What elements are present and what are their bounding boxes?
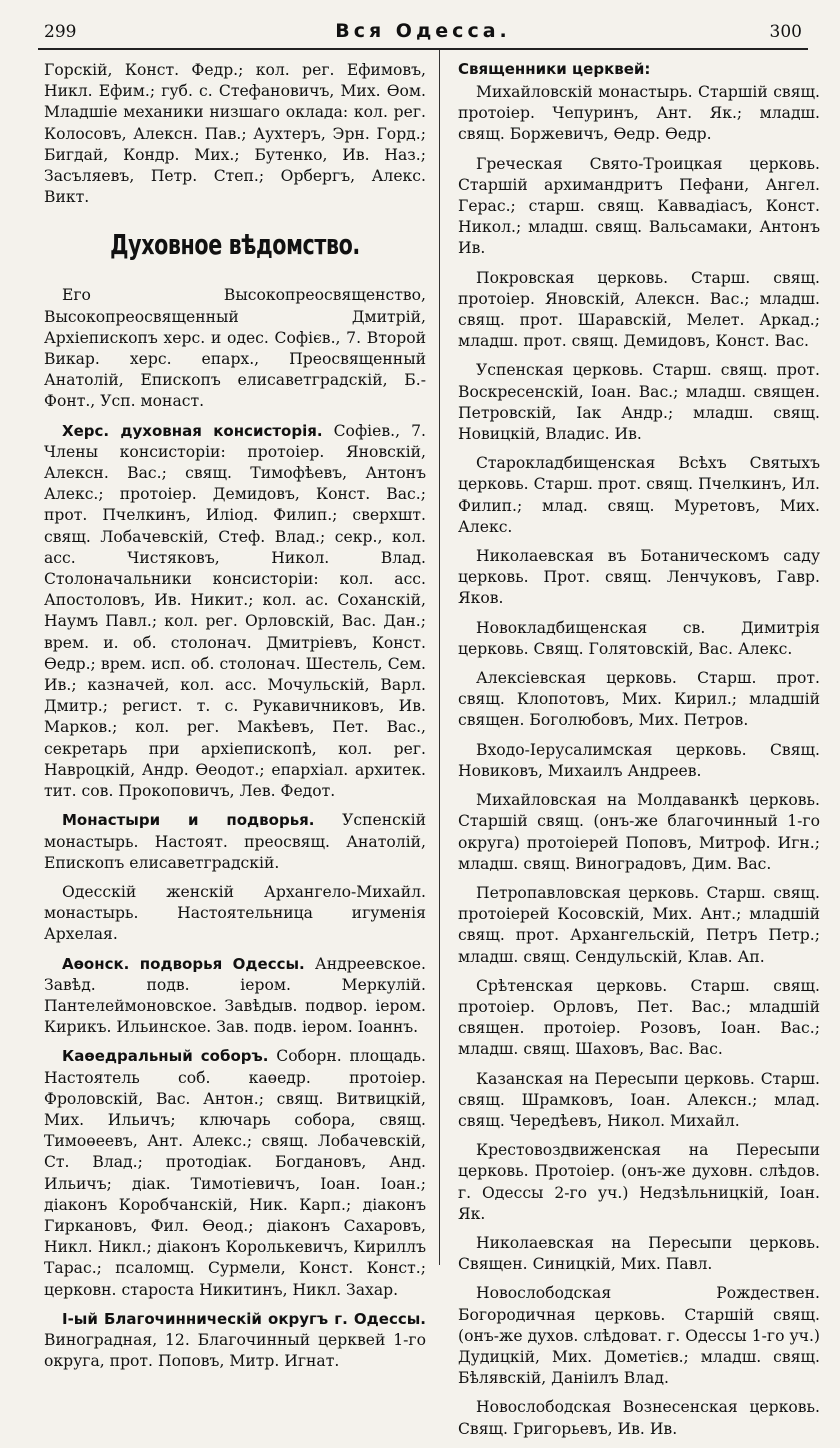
consistory-paragraph bbox=[44, 421, 426, 803]
church-entry: Покровская церковь. Старш. свящ. протоіер. Яновскій, Алексн. Вас.; младш. свящ. прот. Шаравскій, Мелет. Аркад.; младш. прот. свящ. Демидовъ, Конст. Вас. bbox=[458, 268, 820, 351]
athos-paragraph bbox=[44, 954, 426, 1039]
church-entry: Староклaдбищенская Всѣхъ Святыхъ церковь. Старш. прот. свящ. Пчелкинъ, Ил. Филип.; млад. свящ. Муретовъ, Мих. Алекс. bbox=[458, 454, 820, 536]
church-entry: Николаевская на Пересыпи церковь. Священ. Синицкій, Мих. Павл. bbox=[458, 1233, 820, 1274]
monasteries-heading: Монастыри и подворья. bbox=[62, 811, 315, 830]
continued-paragraph: Горскій, Конст. Федр.; кол. рег. Ефимовъ, Никл. Ефим.; губ. с. Стефановичъ, Мих. Өом. Младшіе механики низшаго оклада: кол. рег. Колосовъ, Алексн. Пав.; Аухтеръ, Эрн. Горд.; Бигдай, Кондр. Мих.; Бутенко, Ив. Наз.; Засъляевъ, Петр. Степ.; Орбергъ, Алекс. Викт. bbox=[44, 61, 426, 207]
church-entry: Срѣтенская церковь. Старш. свящ. протоіер. Орловъ, Пет. Вас.; младшій священ. протоіер. Розовъ, Іоан. Вас.; младш. свящ. Шаховъ, Вас. Вас. bbox=[458, 976, 820, 1059]
priests-heading: Священники церквей: bbox=[458, 60, 651, 78]
left-column bbox=[44, 60, 426, 1380]
cathedral-text: Соборн. площадь. Настоятель соб. каөедр. протоіер. Фроловскій, Вас. Антон.; свящ. Витвицкій, Мих. Ильичъ; ключарь собора, свящ. Тимоөеевъ, Ант. Алекс.; свящ. Лобачевскій, Ст. Влад.; протодіак. Богдановъ, Анд. Ильичъ; діак. Тимотіевичъ, Іоан. Іоан.; діаконъ Коробчанскій, Ник. Карп.; діаконъ Гиркановъ, Фил. Өеод.; діаконъ Сахаровъ, Никл. Никл.; діаконъ Королькевичъ, Кириллъ Тарас.; псаломщ. Сурмели, Конст. Конст.; церковн. староста Никитинъ, Никл. Захар. bbox=[44, 1047, 427, 1299]
church-entry: Казанская на Пересыпи церковь. Старш. свящ. Шрамковъ, Іоан. Алексн.; млад. свящ. Чередѣевъ, Никол. Михайл. bbox=[458, 1069, 820, 1130]
okrug-text: Виноградная, 12. Благочинный церквей 1-го округа, прот. Поповъ, Митр. Игнат. bbox=[44, 1330, 426, 1371]
consistory-heading: Херс. духовная консисторія. bbox=[62, 421, 323, 440]
church-entry: Греческая Свято-Троицкая церковь. Старшій архимандритъ Пефани, Ангел. Герас.; старш. свящ. Каввадіасъ, Конст. Никол.; младш. свящ. Вальсамаки, Антонъ Ив. bbox=[458, 154, 820, 258]
church-entry: Новокладбищенская св. Димитрія церковь. Свящ. Голятовскій, Вас. Алекс. bbox=[458, 618, 820, 658]
church-entry: Входо-Іерусалимская церковь. Свящ. Новиковъ, Михаилъ Андреев. bbox=[458, 740, 820, 780]
okrug-heading: І-ый Благочинническій округъ г. Одессы. bbox=[62, 1309, 426, 1328]
athos-heading: Аөонск. подворья Одессы. bbox=[62, 954, 305, 973]
okrug-paragraph bbox=[44, 1309, 426, 1373]
right-column bbox=[458, 60, 820, 1448]
cathedral-paragraph bbox=[44, 1046, 426, 1300]
page-header bbox=[38, 18, 808, 50]
church-entry: Крестовоздвиженская на Пересыпи церковь. Протоіер. (онъ-же духовн. слѣдов. г. Одессы 2-го уч.) Недзѣльницкій, Іоан. Як. bbox=[458, 1141, 820, 1223]
church-entry: Алексіевская церковь. Старш. прот. свящ. Клопотовъ, Мих. Кирил.; младшій священ. Боголюбовъ, Мих. Петров. bbox=[458, 669, 820, 730]
church-entry: Новослободская Рождествен. Богородичная церковь. Старшій свящ. (онъ-же духов. слѣдоват. г. Одессы 1-го уч.) Дудицкій, Мих. Дометієв.; младш. свящ. Бѣлявскій, Даніилъ Влад. bbox=[458, 1284, 820, 1388]
bishop-paragraph: Его Высокопреосвященство, Высокопреосвященный Дмитрій, Архіепископъ херс. и одес. Софієв., 7. Второй Викар. херс. епарх., Преосвященный Анатолій, Епископъ елисаветградскій, Б.-Фонт., Усп. монаст. bbox=[44, 286, 426, 411]
monasteries-text: Успенскій монастырь. Настоят. преосвящ. Анатолій, Епископъ елисаветградскій. bbox=[44, 811, 427, 872]
consistory-text: Софіев., 7. Члены консисторіи: протоіер. Яновскій, Алексн. Вас.; свящ. Тимофѣевъ, Антонъ Алекс.; протоіер. Демидовъ, Конст. Вас.; прот. Пчелкинъ, Иліод. Филип.; сверхшт. свящ. Лобачевскій, Стеф. Влад.; секр., кол. асс. Чистяковъ, Никол. Влад. Столоначальники консисторіи: кол. асс. Апостоловъ, Ив. Никит.; кол. ас. Соханскій, Наумъ Павл.; кол. рег. Орловскій, Вас. Дан.; врем. и. об. столонач. Дмитріевъ, Конст. Өедр.; врем. исп. об. столонач. Шестель, Сем. Ив.; казначей, кол. асс. Мочульскій, Варл. Дмитр.; регист. т. с. Рукавичниковъ, Ив. Марков.; кол. рег. Макѣевъ, Пет. Вас., секретарь при архіепископѣ, кол. рег. Навроцкій, Андр. Өеодот.; епархіал. архитек. тит. сов. Прокоповичъ, Лев. Федот. bbox=[44, 421, 426, 801]
running-title: Вся Одесса. bbox=[335, 20, 511, 42]
column-divider bbox=[439, 50, 440, 1265]
section-title: Духовное вѣдомство. bbox=[110, 228, 360, 262]
church-entry: Николаевская въ Ботаническомъ саду церковь. Прот. свящ. Ленчуковъ, Гавр. Яков. bbox=[458, 547, 820, 608]
church-entry: Успенская церковь. Старш. свящ. прот. Воскресенскій, Іоан. Вас.; младш. священ. Петровскій, Іак Андр.; младш. свящ. Новицкій, Владис. Ив. bbox=[458, 361, 820, 444]
page-number-right: 300 bbox=[769, 22, 802, 42]
church-entry: Петропавловская церковь. Старш. свящ. протоіерей Косовскій, Мих. Ант.; младшій свящ. прот. Архангельскій, Петръ Петр.; младш. свящ. Сендульскій, Клав. Ап. bbox=[458, 883, 820, 966]
cathedral-heading: Каөедральный соборъ. bbox=[62, 1047, 269, 1066]
church-entry: Новослободская Вознесенская церковь. Свящ. Григорьевъ, Ив. Ив. bbox=[458, 1398, 820, 1438]
athos-text: Андреевское. Завѣд. подв. іером. Меркулій. Пантелеймоновское. Завѣдыв. подвор. іером. Кирикъ. Ильинское. Зав. подв. іером. Іоаннъ. bbox=[44, 954, 426, 1037]
page-number-left: 299 bbox=[44, 22, 77, 42]
church-entry: Михайловская на Молдаванкѣ церковь. Старшій свящ. (онъ-же благочинный 1-го округа) протоіерей Поповъ, Митроф. Игн.; младш. свящ. Виноградовъ, Дим. Вас. bbox=[458, 791, 820, 873]
womens-monastery-paragraph: Одесскій женскій Архангело-Михайл. монастырь. Настоятельница игуменія Архелая. bbox=[44, 882, 426, 944]
monasteries-paragraph bbox=[44, 810, 426, 874]
church-entry: Михайловскій монастырь. Старшій свящ. протоіер. Чепуринъ, Ант. Як.; младш. свящ. Боржевичъ, Өедр. Өедр. bbox=[458, 83, 820, 144]
